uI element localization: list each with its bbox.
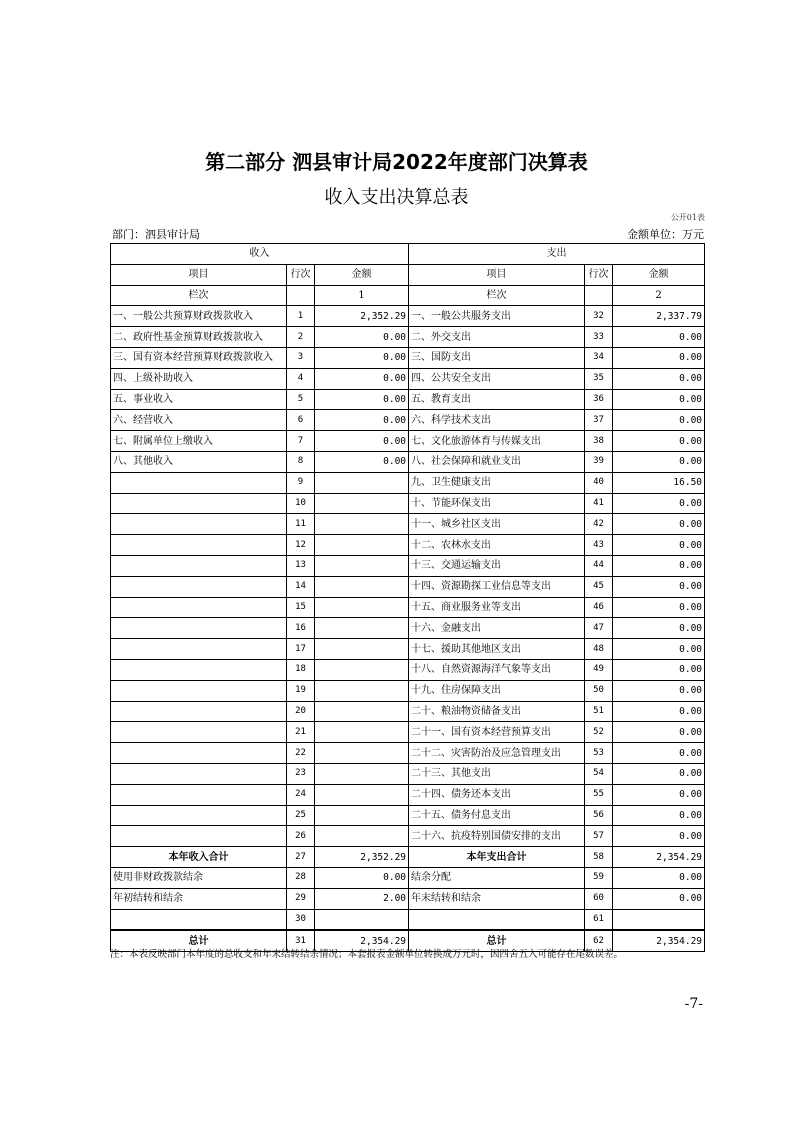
expense-amount	[613, 909, 705, 930]
page-number: -7-	[684, 996, 703, 1012]
income-amount	[315, 659, 409, 680]
expense-amount: 0.00	[613, 826, 705, 847]
expense-amount: 0.00	[613, 431, 705, 452]
expense-amount: 0.00	[613, 347, 705, 368]
line-number: 19	[287, 680, 315, 701]
line-number: 59	[585, 867, 613, 888]
line-number: 7	[287, 431, 315, 452]
line-number: 56	[585, 805, 613, 826]
table-row	[111, 909, 705, 930]
expense-item: 二十四、债务还本支出	[409, 784, 585, 805]
grand-expense-total-label: 总计	[409, 930, 585, 951]
expense-item: 结余分配	[409, 867, 585, 888]
expense-amount: 0.00	[613, 493, 705, 514]
line-number: 33	[585, 327, 613, 348]
income-amount: 2,352.29	[315, 306, 409, 327]
income-amount	[315, 514, 409, 535]
income-expense-table	[110, 243, 705, 952]
income-amount	[315, 597, 409, 618]
expense-item: 九、卫生健康支出	[409, 472, 585, 493]
income-item: 三、国有资本经营预算财政拨款收入	[111, 347, 287, 368]
expense-item: 十、节能环保支出	[409, 493, 585, 514]
income-amount	[315, 826, 409, 847]
table-row	[111, 701, 705, 722]
line-number: 10	[287, 493, 315, 514]
income-amount: 0.00	[315, 347, 409, 368]
line-number: 6	[287, 410, 315, 431]
table-row	[111, 514, 705, 535]
line-number: 38	[585, 431, 613, 452]
expense-amount: 0.00	[613, 368, 705, 389]
line-number: 36	[585, 389, 613, 410]
table-row	[111, 555, 705, 576]
income-item: 六、经营收入	[111, 410, 287, 431]
income-amount	[315, 576, 409, 597]
line-number: 20	[287, 701, 315, 722]
column-index-row	[111, 285, 705, 306]
income-item	[111, 576, 287, 597]
income-item	[111, 659, 287, 680]
line-number: 43	[585, 535, 613, 556]
income-item: 一、一般公共预算财政拨款收入	[111, 306, 287, 327]
expense-amount: 0.00	[613, 410, 705, 431]
expense-amount: 0.00	[613, 327, 705, 348]
income-amount: 0.00	[315, 410, 409, 431]
table-row	[111, 763, 705, 784]
grand-income-total-amount: 2,354.29	[315, 930, 409, 951]
line-number: 22	[287, 743, 315, 764]
expense-amount: 0.00	[613, 639, 705, 660]
table-row	[111, 784, 705, 805]
grand-expense-total-amount: 2,354.29	[613, 930, 705, 951]
line-number: 32	[585, 306, 613, 327]
income-item	[111, 639, 287, 660]
table-row	[111, 659, 705, 680]
expense-item: 十七、援助其他地区支出	[409, 639, 585, 660]
table-row	[111, 472, 705, 493]
income-header: 收入	[111, 244, 409, 265]
line-number: 41	[585, 493, 613, 514]
line-number: 21	[287, 722, 315, 743]
expense-item: 一、一般公共服务支出	[409, 306, 585, 327]
table-row	[111, 327, 705, 348]
income-amount	[315, 743, 409, 764]
line-number: 27	[287, 847, 315, 868]
income-item	[111, 701, 287, 722]
line-number: 48	[585, 639, 613, 660]
expense-item-header: 项目	[409, 264, 585, 285]
expense-amount: 0.00	[613, 680, 705, 701]
line-number: 8	[287, 451, 315, 472]
table-row	[111, 743, 705, 764]
table-row	[111, 722, 705, 743]
line-number: 17	[287, 639, 315, 660]
income-amount	[315, 639, 409, 660]
expense-header: 支出	[409, 244, 705, 265]
line-number: 54	[585, 763, 613, 784]
empty-cell	[585, 285, 613, 306]
table-row	[111, 888, 705, 909]
table-row	[111, 576, 705, 597]
expense-amount: 0.00	[613, 743, 705, 764]
income-item	[111, 618, 287, 639]
line-number: 37	[585, 410, 613, 431]
year-income-total-amount: 2,352.29	[315, 847, 409, 868]
expense-amount: 0.00	[613, 805, 705, 826]
table-row	[111, 493, 705, 514]
line-number: 28	[287, 867, 315, 888]
income-item: 五、事业收入	[111, 389, 287, 410]
column-header-row	[111, 264, 705, 285]
unit-label: 金额单位：万元	[627, 228, 704, 241]
line-number: 62	[585, 930, 613, 951]
line-number: 39	[585, 451, 613, 472]
line-number: 26	[287, 826, 315, 847]
table-row	[111, 867, 705, 888]
expense-item: 五、教育支出	[409, 389, 585, 410]
line-number: 55	[585, 784, 613, 805]
expense-item: 十五、商业服务业等支出	[409, 597, 585, 618]
line-number: 40	[585, 472, 613, 493]
table-row	[111, 451, 705, 472]
income-amount	[315, 805, 409, 826]
income-item	[111, 763, 287, 784]
income-item	[111, 743, 287, 764]
income-amount	[315, 701, 409, 722]
table-row	[111, 431, 705, 452]
expense-item: 二十二、灾害防治及应急管理支出	[409, 743, 585, 764]
year-expense-total-amount: 2,354.29	[613, 847, 705, 868]
income-item: 二、政府性基金预算财政拨款收入	[111, 327, 287, 348]
expense-amount: 0.00	[613, 389, 705, 410]
line-number: 5	[287, 389, 315, 410]
expense-amount: 0.00	[613, 659, 705, 680]
line-number: 34	[585, 347, 613, 368]
expense-item: 二十一、国有资本经营预算支出	[409, 722, 585, 743]
expense-amount: 0.00	[613, 597, 705, 618]
income-item	[111, 784, 287, 805]
line-number: 14	[287, 576, 315, 597]
income-item: 七、附属单位上缴收入	[111, 431, 287, 452]
line-number: 12	[287, 535, 315, 556]
section-header-row	[111, 244, 705, 265]
expense-item: 二十六、抗疫特别国债安排的支出	[409, 826, 585, 847]
year-income-total-label: 本年收入合计	[111, 847, 287, 868]
expense-item: 八、社会保障和就业支出	[409, 451, 585, 472]
line-number: 61	[585, 909, 613, 930]
income-amount: 0.00	[315, 389, 409, 410]
expense-amount: 0.00	[613, 576, 705, 597]
expense-amount: 0.00	[613, 555, 705, 576]
line-number: 52	[585, 722, 613, 743]
income-amount: 0.00	[315, 451, 409, 472]
income-amount: 0.00	[315, 431, 409, 452]
expense-amount: 0.00	[613, 784, 705, 805]
income-amount	[315, 555, 409, 576]
expense-amount: 0.00	[613, 451, 705, 472]
income-item	[111, 805, 287, 826]
line-number: 44	[585, 555, 613, 576]
grand-income-total-label: 总计	[111, 930, 287, 951]
line-number: 50	[585, 680, 613, 701]
expense-amount: 0.00	[613, 763, 705, 784]
line-number: 16	[287, 618, 315, 639]
expense-amount-header: 金额	[613, 264, 705, 285]
income-amount: 0.00	[315, 327, 409, 348]
line-number: 24	[287, 784, 315, 805]
income-item: 四、上级补助收入	[111, 368, 287, 389]
line-number: 60	[585, 888, 613, 909]
table-row	[111, 826, 705, 847]
department-label: 部门：泗县审计局	[112, 228, 200, 241]
income-item	[111, 826, 287, 847]
line-number: 58	[585, 847, 613, 868]
table-row	[111, 805, 705, 826]
expense-amount: 0.00	[613, 722, 705, 743]
line-number: 53	[585, 743, 613, 764]
table-row	[111, 597, 705, 618]
expense-item: 三、国防支出	[409, 347, 585, 368]
income-amount	[315, 535, 409, 556]
expense-amount: 0.00	[613, 535, 705, 556]
document-title: 第二部分 泗县审计局2022年度部门决算表	[205, 150, 588, 174]
income-amount: 0.00	[315, 368, 409, 389]
income-amount: 2.00	[315, 888, 409, 909]
line-number: 4	[287, 368, 315, 389]
expense-item: 十二、农林水支出	[409, 535, 585, 556]
income-column-number: 1	[315, 285, 409, 306]
income-amount	[315, 763, 409, 784]
expense-amount: 2,337.79	[613, 306, 705, 327]
income-item: 八、其他收入	[111, 451, 287, 472]
table-row	[111, 389, 705, 410]
income-amount-header: 金额	[315, 264, 409, 285]
income-line-header: 行次	[287, 264, 315, 285]
line-number: 45	[585, 576, 613, 597]
year-total-row	[111, 847, 705, 868]
expense-item: 二十五、债务付息支出	[409, 805, 585, 826]
expense-item: 四、公共安全支出	[409, 368, 585, 389]
line-number: 11	[287, 514, 315, 535]
expense-column-label: 栏次	[409, 285, 585, 306]
income-amount	[315, 909, 409, 930]
table-row	[111, 680, 705, 701]
expense-item: 十三、交通运输支出	[409, 555, 585, 576]
income-item	[111, 535, 287, 556]
expense-item: 十九、住房保障支出	[409, 680, 585, 701]
line-number: 49	[585, 659, 613, 680]
income-item	[111, 722, 287, 743]
income-amount	[315, 472, 409, 493]
line-number: 31	[287, 930, 315, 951]
line-number: 13	[287, 555, 315, 576]
line-number: 29	[287, 888, 315, 909]
income-item	[111, 514, 287, 535]
line-number: 30	[287, 909, 315, 930]
expense-item: 七、文化旅游体育与传媒支出	[409, 431, 585, 452]
expense-line-header: 行次	[585, 264, 613, 285]
form-number: 公开01表	[670, 213, 705, 222]
income-item	[111, 909, 287, 930]
table-row	[111, 410, 705, 431]
empty-cell	[287, 285, 315, 306]
line-number: 3	[287, 347, 315, 368]
expense-amount: 16.50	[613, 472, 705, 493]
expense-item: 年末结转和结余	[409, 888, 585, 909]
expense-amount: 0.00	[613, 888, 705, 909]
expense-amount: 0.00	[613, 867, 705, 888]
line-number: 47	[585, 618, 613, 639]
income-amount	[315, 680, 409, 701]
expense-amount: 0.00	[613, 618, 705, 639]
expense-item: 十四、资源勘探工业信息等支出	[409, 576, 585, 597]
line-number: 42	[585, 514, 613, 535]
line-number: 35	[585, 368, 613, 389]
expense-item: 十六、金融支出	[409, 618, 585, 639]
table-note: 注：本表反映部门本年度的总收支和年末结转结余情况；本套报表金额单位转换成万元时，因四舍五入可能存在尾数误差。	[110, 949, 624, 960]
expense-item: 二十三、其他支出	[409, 763, 585, 784]
income-item-header: 项目	[111, 264, 287, 285]
table-row	[111, 368, 705, 389]
income-item: 年初结转和结余	[111, 888, 287, 909]
income-amount	[315, 493, 409, 514]
line-number: 1	[287, 306, 315, 327]
table-row	[111, 618, 705, 639]
income-column-label: 栏次	[111, 285, 287, 306]
line-number: 15	[287, 597, 315, 618]
expense-item	[409, 909, 585, 930]
income-amount	[315, 618, 409, 639]
income-item	[111, 680, 287, 701]
expense-item: 二十、粮油物资储备支出	[409, 701, 585, 722]
line-number: 2	[287, 327, 315, 348]
income-item	[111, 472, 287, 493]
line-number: 23	[287, 763, 315, 784]
line-number: 9	[287, 472, 315, 493]
line-number: 46	[585, 597, 613, 618]
income-item: 使用非财政拨款结余	[111, 867, 287, 888]
table-row	[111, 535, 705, 556]
income-item	[111, 493, 287, 514]
expense-item: 十八、自然资源海洋气象等支出	[409, 659, 585, 680]
year-expense-total-label: 本年支出合计	[409, 847, 585, 868]
table-title: 收入支出决算总表	[324, 187, 469, 208]
expense-item: 十一、城乡社区支出	[409, 514, 585, 535]
line-number: 57	[585, 826, 613, 847]
expense-amount: 0.00	[613, 701, 705, 722]
table-row	[111, 347, 705, 368]
line-number: 51	[585, 701, 613, 722]
expense-column-number: 2	[613, 285, 705, 306]
table-row	[111, 306, 705, 327]
line-number: 25	[287, 805, 315, 826]
income-amount: 0.00	[315, 867, 409, 888]
income-amount	[315, 784, 409, 805]
income-item	[111, 555, 287, 576]
expense-amount: 0.00	[613, 514, 705, 535]
income-amount	[315, 722, 409, 743]
line-number: 18	[287, 659, 315, 680]
expense-item: 二、外交支出	[409, 327, 585, 348]
table-row	[111, 639, 705, 660]
expense-item: 六、科学技术支出	[409, 410, 585, 431]
income-item	[111, 597, 287, 618]
